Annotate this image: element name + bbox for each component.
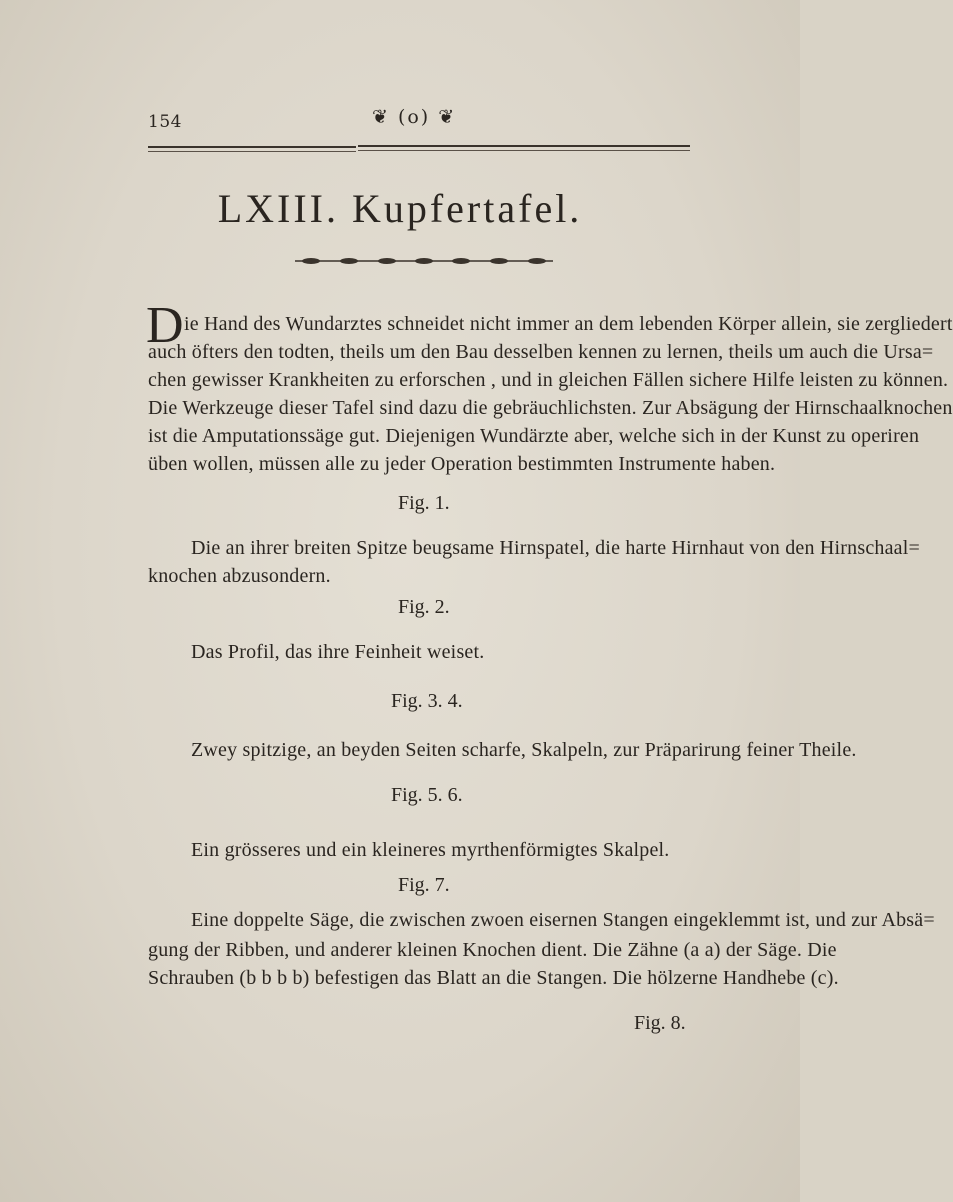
intro-line: Die Werkzeuge dieser Tafel sind dazu die gebräuchlichsten. Zur Absägung der Hirnschaalknochen <box>148 397 953 419</box>
intro-line: ist die Amputationssäge gut. Diejenigen Wundärzte aber, welche sich in der Kunst zu operiren <box>148 425 920 447</box>
figure-label: Fig. 3. 4. <box>391 690 463 712</box>
figure-label: Fig. 1. <box>398 492 450 514</box>
header-rule-left-thin <box>148 151 356 152</box>
figure-text-line: gung der Ribben, und anderer kleinen Knochen dient. Die Zähne (a a) der Säge. Die <box>148 939 837 961</box>
page-number: 154 <box>148 112 182 132</box>
running-head: ❦ (o) ❦ <box>372 106 457 128</box>
intro-line: üben wollen, müssen alle zu jeder Operation bestimmten Instrumente haben. <box>148 453 776 475</box>
figure-text-line: knochen abzusondern. <box>148 565 331 587</box>
figure-text-line: Ein grösseres und ein kleineres myrthenförmigtes Skalpel. <box>191 839 670 861</box>
figure-text-line: Schrauben (b b b b) befestigen das Blatt an die Stangen. Die hölzerne Handhebe (c). <box>148 967 839 989</box>
intro-line: auch öfters den todten, theils um den Bau desselben kennen zu lernen, theils um auch die Ursa= <box>148 341 934 363</box>
figure-text-line: Eine doppelte Säge, die zwischen zwoen eisernen Stangen eingeklemmt ist, und zur Absä= <box>191 909 935 931</box>
header-rule-right-thin <box>358 150 690 151</box>
figure-label: Fig. 7. <box>398 874 450 896</box>
plate-title: LXIII. Kupfertafel. <box>217 186 583 231</box>
header-rule-right <box>358 145 690 147</box>
figure-text-line: Zwey spitzige, an beyden Seiten scharfe, Skalpeln, zur Präparirung feiner Theile. <box>191 739 857 761</box>
figure-text-line: Das Profil, das ihre Feinheit weiset. <box>191 641 485 663</box>
header-rule-left <box>148 146 356 148</box>
figure-label: Fig. 2. <box>398 596 450 618</box>
drop-cap: D <box>146 297 184 354</box>
figure-label: Fig. 5. 6. <box>391 784 463 806</box>
figure-label: Fig. 8. <box>634 1012 686 1034</box>
intro-line: chen gewisser Krankheiten zu erforschen , und in gleichen Fällen sichere Hilfe leisten zu können. <box>148 369 949 391</box>
ornament-divider <box>293 256 555 266</box>
figure-text-line: Die an ihrer breiten Spitze beugsame Hirnspatel, die harte Hirnhaut von den Hirnschaal= <box>191 537 920 559</box>
intro-line: ie Hand des Wundarztes schneidet nicht immer an dem lebenden Körper allein, sie zergliedert <box>184 313 953 335</box>
